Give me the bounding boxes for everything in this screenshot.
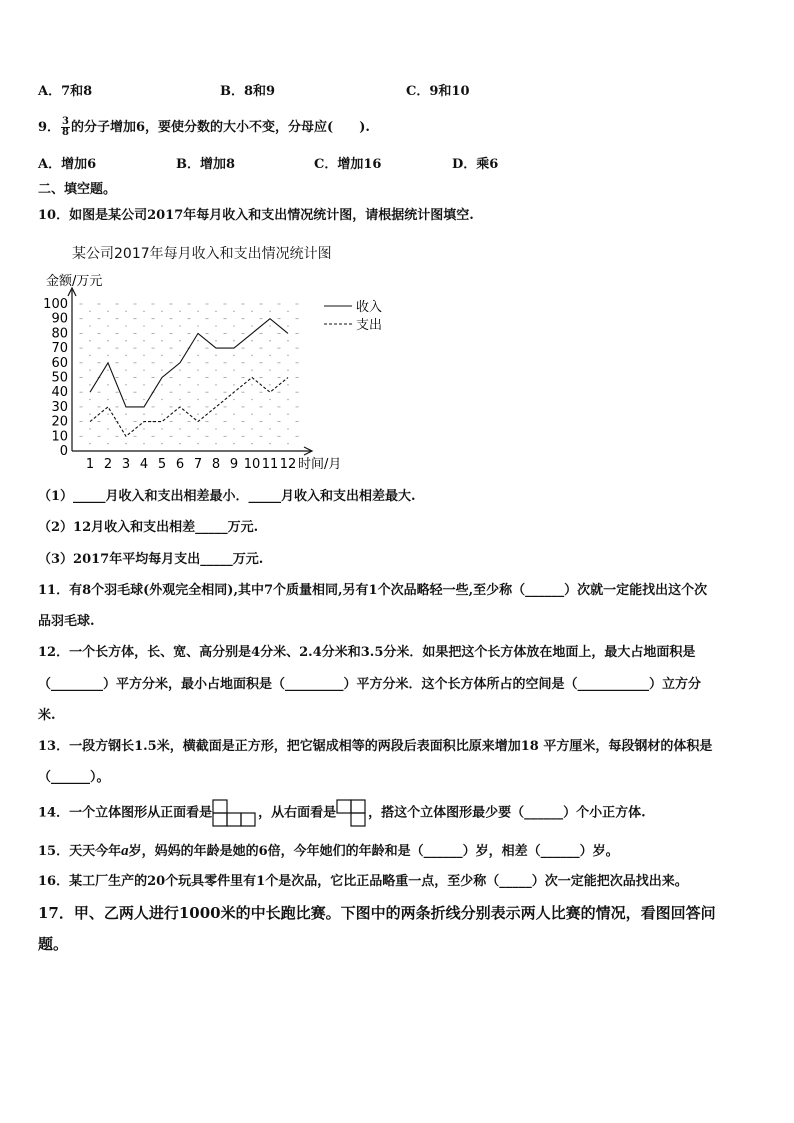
option-b: B．8和9 [220,84,276,99]
grid-dot [197,384,198,385]
x-tick-label: 12 [279,457,297,472]
legend-label: 支出 [356,318,383,333]
grid-dot [89,355,90,356]
grid-dot [143,428,144,429]
question-17-line-2: 题。 [38,935,69,953]
question-13-line-2: （______）。 [38,770,110,785]
q14-text-c: ，搭这个立体图形最少要（______）个小正方体. [368,805,646,821]
grid-dot [251,325,252,326]
grid-dot [233,340,234,341]
grid-dot [269,311,270,312]
grid-dot [125,384,126,385]
grid-dot [233,369,234,370]
grid-dot [269,399,270,400]
grid-dot [269,369,270,370]
denominator: 8 [62,127,70,138]
question-11-line-2: 品羽毛球. [38,614,95,629]
grid-dot [287,428,288,429]
x-tick-label: 10 [243,457,261,472]
grid-dot [215,414,216,415]
grid-dot [269,384,270,385]
grid-dot [89,340,90,341]
question-13-line-1: 13．一段方钢长1.5米，横截面是正方形，把它锯成相等的两段后表面积比原来增加18 平方厘米，每段钢材的体积是 [38,739,713,754]
grid-dot [125,414,126,415]
grid-dot [107,384,108,385]
x-tick-label: 5 [157,457,167,472]
grid-dot [179,325,180,326]
grid-dot [161,443,162,444]
grid-dot [269,355,270,356]
variable-a: a [121,843,129,859]
grid-dot [125,369,126,370]
section-heading: 二、填空题。 [38,182,117,197]
grid-dot [125,443,126,444]
q10-sub-2: （2）12月收入和支出相差_____万元. [38,520,259,535]
grid-dot [197,355,198,356]
grid-dot [215,428,216,429]
grid-dot [233,355,234,356]
grid-dot [197,325,198,326]
q10-sub-1: （1）_____月收入和支出相差最小．_____月收入和支出相差最大. [38,489,416,504]
grid-dot [179,443,180,444]
y-tick-label: 60 [51,355,68,371]
legend-label: 收入 [356,300,383,315]
grid-dot [233,311,234,312]
grid-dot [269,414,270,415]
grid-dot [107,325,108,326]
grid-dot [143,414,144,415]
y-tick-label: 30 [51,399,68,415]
y-tick-label: 80 [51,326,68,342]
grid-dot [233,414,234,415]
grid-dot [143,325,144,326]
grid-dot [143,369,144,370]
grid-dot [179,428,180,429]
grid-dot [215,369,216,370]
grid-dot [143,443,144,444]
grid-dot [215,443,216,444]
grid-dot [287,325,288,326]
grid-dot [89,428,90,429]
grid-dot [233,443,234,444]
grid-dot [161,399,162,400]
grid-dot [125,355,126,356]
front-view-figure [212,799,258,827]
grid-dot [179,399,180,400]
q15-text-a: 15．天天今年 [38,844,122,859]
grid-dot [233,384,234,385]
grid-dot [89,311,90,312]
grid-dot [125,428,126,429]
grid-dot [233,428,234,429]
grid-dot [89,325,90,326]
grid-dot [161,428,162,429]
grid-dot [89,414,90,415]
grid-dot [161,311,162,312]
grid-dot [215,340,216,341]
grid-dot [233,399,234,400]
y-tick-label: 0 [59,444,68,459]
grid-dot [269,340,270,341]
grid-dot [107,355,108,356]
grid-dot [125,399,126,400]
grid-dot [143,399,144,400]
q15-text-b: 岁，妈妈的年龄是她的6倍，今年她们的年龄和是（______）岁，相差（______）岁。 [128,844,619,859]
grid-dot [161,340,162,341]
x-tick-label: 9 [229,457,239,472]
grid-dot [161,384,162,385]
grid-dot [287,414,288,415]
grid-dot [251,399,252,400]
grid-dot [251,340,252,341]
grid-dot [287,340,288,341]
grid-dot [161,355,162,356]
grid-dot [89,399,90,400]
y-tick-label: 50 [51,370,68,386]
grid-dot [215,399,216,400]
question-11-line-1: 11．有8个羽毛球(外观完全相同),其中7个质量相同,另有1个次品略轻一些,至少称（______）次就一定能找出这个次 [38,583,708,598]
grid-dot [161,414,162,415]
x-tick-label: 3 [121,457,131,472]
question-17-line-1: 17．甲、乙两人进行1000米的中长跑比赛。下图中的两条折线分别表示两人比赛的情况，看图回答问 [38,904,716,922]
question-9 [38,117,370,138]
option-c: C．9和10 [406,84,470,99]
y-tick-label: 100 [43,297,68,312]
grid-dot [215,355,216,356]
grid-dot [125,340,126,341]
question-12-line-3: 米. [38,708,56,723]
y-tick-label: 40 [51,385,68,401]
grid-dot [107,340,108,341]
question-12-line-2: （________）平方分米，最小占地面积是（_________）平方分米．这个长方体所占的空间是（___________）立方分 [38,677,702,692]
option-b: B．增加8 [176,157,236,172]
question-number: 9． [38,120,61,135]
grid-dot [197,428,198,429]
grid-dot [215,325,216,326]
grid-dot [251,355,252,356]
y-tick-label: 20 [51,414,68,430]
option-a: A．增加6 [38,157,97,172]
question-text: 的分子增加6，要使分数的大小不变，分母应( ). [71,120,370,135]
grid-dot [197,311,198,312]
x-tick-label: 6 [175,457,185,472]
grid-dot [143,355,144,356]
grid-dot [161,369,162,370]
grid-dot [179,311,180,312]
grid-dot [179,414,180,415]
grid-dot [125,325,126,326]
grid-dot [179,384,180,385]
x-tick-label: 1 [85,457,95,472]
grid-dot [179,340,180,341]
x-tick-label: 8 [211,457,221,472]
grid-dot [251,428,252,429]
grid-dot [143,311,144,312]
grid-dot [287,355,288,356]
y-tick-label: 70 [51,341,68,357]
grid-dot [197,399,198,400]
grid-dot [269,325,270,326]
y-axis-label: 金额/万元 [46,274,103,289]
grid-dot [251,414,252,415]
grid-dot [107,443,108,444]
question-15 [38,843,619,860]
grid-dot [287,369,288,370]
grid-dot [251,311,252,312]
grid-dot [125,311,126,312]
x-tick-label: 11 [261,457,279,472]
grid-dot [143,384,144,385]
x-axis-label: 时间/月 [298,457,342,472]
q14-text-a: 14．一个立体图形从正面看是 [38,805,213,821]
fraction [61,117,70,138]
grid-dot [287,443,288,444]
grid-dot [161,325,162,326]
question-12-line-1: 12．一个长方体，长、宽、高分别是4分米、2.4分米和3.5分米．如果把这个长方体放在地面上，最大占地面积是 [38,645,696,660]
grid-dot [269,443,270,444]
grid-dot [287,311,288,312]
grid-dot [179,355,180,356]
grid-dot [287,384,288,385]
x-tick-label: 2 [103,457,113,472]
grid-dot [107,399,108,400]
x-tick-label: 4 [139,457,149,472]
line-chart [36,268,436,473]
y-tick-label: 90 [51,311,68,327]
grid-dot [251,369,252,370]
grid-dot [89,384,90,385]
y-tick-label: 10 [51,429,68,445]
grid-dot [197,443,198,444]
right-view-figure [336,799,368,827]
numerator: 3 [62,116,70,127]
question-16: 16．某工厂生产的20个玩具零件里有1个是次品，它比正品略重一点，至少称（_____）次一定能把次品找出来。 [38,874,688,889]
grid-dot [215,311,216,312]
grid-dot [89,443,90,444]
grid-dot [107,369,108,370]
grid-dot [197,340,198,341]
grid-dot [89,369,90,370]
option-a: A．7和8 [38,84,93,99]
grid-dot [233,325,234,326]
q14-text-b: ，从右面看是 [258,805,337,821]
grid-dot [287,399,288,400]
q10-sub-3: （3）2017年平均每月支出_____万元. [38,552,264,567]
option-d: D．乘6 [452,157,499,172]
grid-dot [179,369,180,370]
grid-dot [251,384,252,385]
grid-dot [197,369,198,370]
grid-dot [251,443,252,444]
grid-dot [143,340,144,341]
x-tick-label: 7 [193,457,203,472]
question-10: 10．如图是某公司2017年每月收入和支出情况统计图，请根据统计图填空. [38,208,474,223]
grid-dot [107,414,108,415]
grid-dot [269,428,270,429]
option-c: C．增加16 [314,157,382,172]
grid-dot [215,384,216,385]
question-14 [38,799,646,828]
grid-dot [107,311,108,312]
grid-dot [107,428,108,429]
grid-dot [197,414,198,415]
chart-title: 某公司2017年每月收入和支出情况统计图 [72,246,332,262]
